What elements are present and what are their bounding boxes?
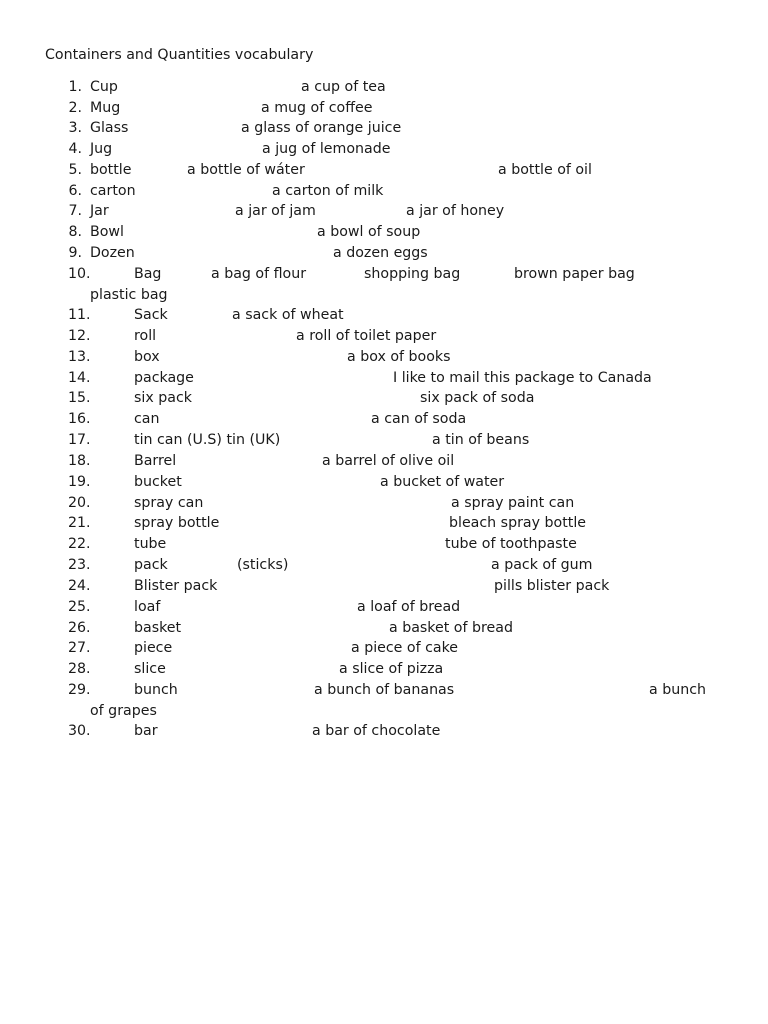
list-item: [0, 638, 768, 658]
item-number: 18.: [68, 453, 91, 469]
item-example: a box of books: [347, 349, 451, 365]
item-number: 12.: [68, 328, 91, 344]
list-item: [0, 451, 768, 471]
item-number: 11.: [68, 307, 91, 323]
item-number: 20.: [68, 495, 91, 511]
list-item: [0, 430, 768, 450]
item-number: 23.: [68, 557, 91, 573]
list-item: [0, 659, 768, 679]
item-number: 25.: [68, 599, 91, 615]
item-term: spray can: [134, 495, 204, 511]
list-item: [0, 555, 768, 575]
item-number: 16.: [68, 411, 91, 427]
item-term: tube: [134, 536, 167, 552]
item-term: package: [134, 370, 194, 386]
item-example: a tin of beans: [432, 432, 530, 448]
item-term: bucket: [134, 474, 182, 490]
item-number: 28.: [68, 661, 91, 677]
item-number: 22.: [68, 536, 91, 552]
item-term: tin can (U.S) tin (UK): [134, 432, 281, 448]
item-example: shopping bag: [364, 266, 461, 282]
item-term: carton: [90, 183, 136, 199]
item-number: 27.: [68, 640, 91, 656]
item-example: a bar of chocolate: [312, 723, 441, 739]
item-term: Dozen: [90, 245, 135, 261]
item-number: 14.: [68, 370, 91, 386]
item-number: 4.: [68, 141, 82, 157]
item-term: pack: [134, 557, 168, 573]
item-continuation: of grapes: [90, 703, 157, 719]
item-example: a barrel of olive oil: [322, 453, 455, 469]
item-example: a dozen eggs: [333, 245, 428, 261]
item-number: 3.: [68, 120, 82, 136]
item-term: Bag: [134, 266, 162, 282]
item-example: six pack of soda: [420, 390, 535, 406]
item-example: a bottle of oil: [498, 162, 592, 178]
item-example: a bottle of wáter: [187, 162, 305, 178]
list-item: [0, 576, 768, 596]
item-continuation-line: [0, 285, 768, 305]
item-term: loaf: [134, 599, 161, 615]
item-number: 24.: [68, 578, 91, 594]
list-item: [0, 160, 768, 180]
item-note: (sticks): [237, 557, 289, 573]
item-continuation-line: [0, 701, 768, 721]
item-number: 8.: [68, 224, 82, 240]
item-example: a bucket of water: [380, 474, 505, 490]
item-term: basket: [134, 620, 182, 636]
item-term: slice: [134, 661, 166, 677]
list-item: [0, 305, 768, 325]
item-term: Barrel: [134, 453, 177, 469]
list-item: [0, 472, 768, 492]
list-item: [0, 347, 768, 367]
item-example: a jar of honey: [406, 203, 505, 219]
page-title: Containers and Quantities vocabulary: [45, 47, 314, 63]
item-term: roll: [134, 328, 157, 344]
list-item: [0, 326, 768, 346]
item-term: Glass: [90, 120, 129, 136]
item-number: 19.: [68, 474, 91, 490]
list-item: [0, 118, 768, 138]
list-item: [0, 264, 768, 284]
list-item: [0, 181, 768, 201]
item-example: a cup of tea: [301, 79, 386, 95]
item-term: piece: [134, 640, 173, 656]
list-item: [0, 388, 768, 408]
item-term: Sack: [134, 307, 168, 323]
item-term: Mug: [90, 100, 121, 116]
item-number: 17.: [68, 432, 91, 448]
item-example: a spray paint can: [451, 495, 575, 511]
list-item: [0, 597, 768, 617]
item-number: 6.: [68, 183, 82, 199]
list-item: [0, 222, 768, 242]
item-term: bottle: [90, 162, 132, 178]
item-example: a loaf of bread: [357, 599, 461, 615]
item-example: a bag of flour: [211, 266, 307, 282]
item-example: a pack of gum: [491, 557, 593, 573]
item-example: a bowl of soup: [317, 224, 421, 240]
list-item: [0, 493, 768, 513]
item-number: 29.: [68, 682, 91, 698]
item-number: 30.: [68, 723, 91, 739]
list-item: [0, 534, 768, 554]
list-item: [0, 139, 768, 159]
list-item: [0, 368, 768, 388]
item-term: bar: [134, 723, 158, 739]
item-example: a jug of lemonade: [262, 141, 391, 157]
list-item: [0, 201, 768, 221]
item-example: a slice of pizza: [339, 661, 444, 677]
list-item: [0, 513, 768, 533]
item-term: box: [134, 349, 160, 365]
list-item: [0, 77, 768, 97]
item-example: I like to mail this package to Canada: [393, 370, 652, 386]
item-number: 5.: [68, 162, 82, 178]
item-number: 21.: [68, 515, 91, 531]
item-term: Blister pack: [134, 578, 218, 594]
item-term: Bowl: [90, 224, 124, 240]
list-item: [0, 680, 768, 700]
item-number: 2.: [68, 100, 82, 116]
item-number: 7.: [68, 203, 82, 219]
item-example: a basket of bread: [389, 620, 513, 636]
list-item: [0, 98, 768, 118]
item-example: a piece of cake: [351, 640, 459, 656]
item-term: Cup: [90, 79, 118, 95]
item-example: a mug of coffee: [261, 100, 373, 116]
item-example: pills blister pack: [494, 578, 610, 594]
item-example: a glass of orange juice: [241, 120, 402, 136]
item-example: bleach spray bottle: [449, 515, 586, 531]
list-item: [0, 721, 768, 741]
item-number: 15.: [68, 390, 91, 406]
item-example: tube of toothpaste: [445, 536, 577, 552]
item-number: 9.: [68, 245, 82, 261]
item-number: 10.: [68, 266, 91, 282]
item-example: a roll of toilet paper: [296, 328, 437, 344]
list-item: [0, 618, 768, 638]
item-example: a jar of jam: [235, 203, 316, 219]
item-example: a can of soda: [371, 411, 467, 427]
item-example: a sack of wheat: [232, 307, 344, 323]
item-term: six pack: [134, 390, 192, 406]
item-example: a carton of milk: [272, 183, 384, 199]
item-number: 1.: [68, 79, 82, 95]
item-example: a bunch: [649, 682, 706, 698]
item-example: brown paper bag: [514, 266, 635, 282]
item-term: Jug: [90, 141, 113, 157]
item-term: spray bottle: [134, 515, 220, 531]
item-number: 13.: [68, 349, 91, 365]
item-number: 26.: [68, 620, 91, 636]
item-continuation: plastic bag: [90, 287, 168, 303]
item-example: a bunch of bananas: [314, 682, 455, 698]
list-item: [0, 409, 768, 429]
item-term: bunch: [134, 682, 178, 698]
item-term: Jar: [90, 203, 109, 219]
list-item: [0, 243, 768, 263]
item-term: can: [134, 411, 160, 427]
